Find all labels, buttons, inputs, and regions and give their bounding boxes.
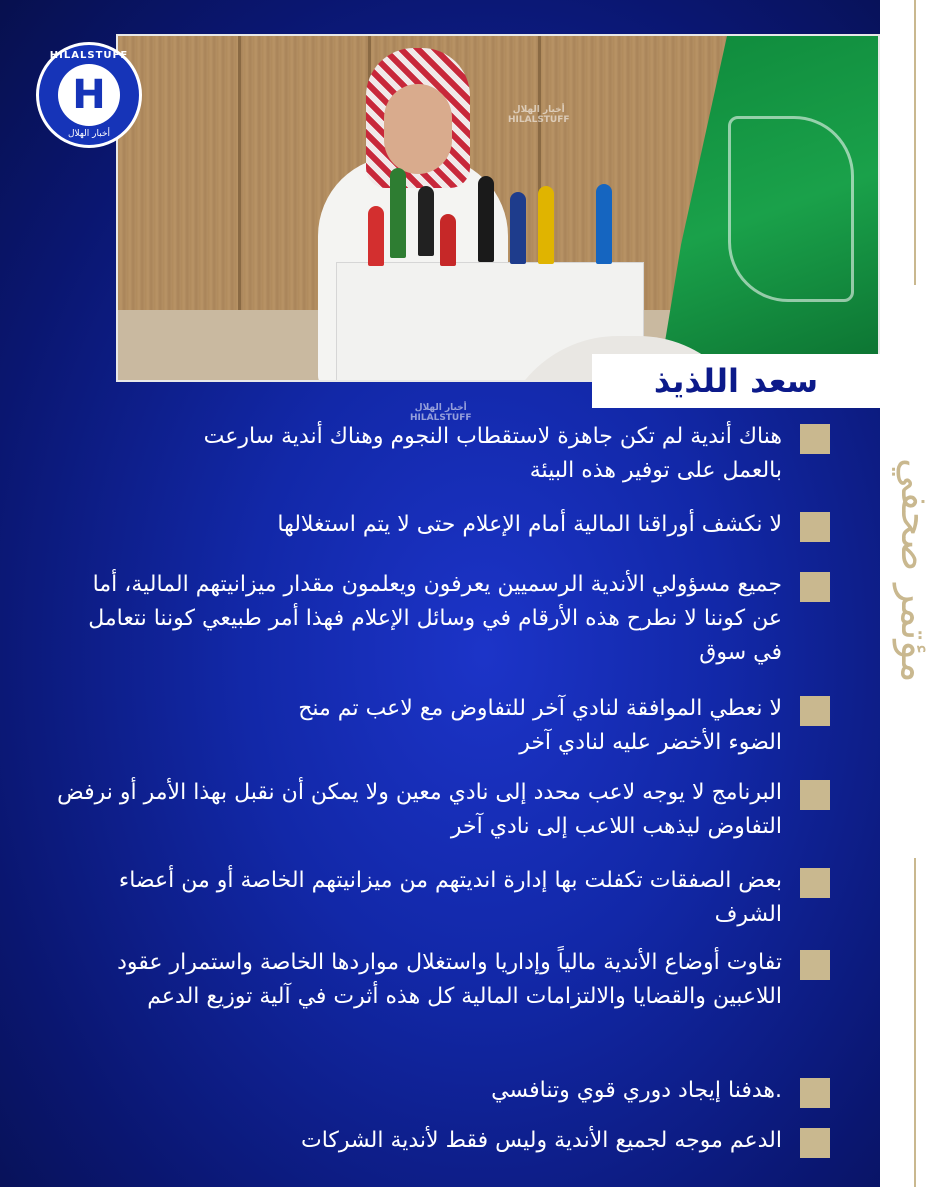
side-title-text: مؤتمر صحفي bbox=[892, 457, 938, 683]
logo-bottom-text: أخبار الهلال bbox=[67, 129, 111, 139]
statement-item bbox=[40, 946, 830, 1014]
statement-item bbox=[40, 420, 830, 488]
press-conference-photo bbox=[116, 34, 880, 382]
statement-item bbox=[40, 1074, 830, 1108]
logo-inner-circle bbox=[58, 64, 120, 126]
statement-item bbox=[40, 864, 830, 932]
square-bullet bbox=[800, 424, 830, 454]
logo-top-text: HILALSTUFF bbox=[49, 50, 129, 61]
logo-mark: H bbox=[72, 72, 106, 118]
statement-text: تفاوت أوضاع الأندية مالياً وإداريا واستغلال مواردها الخاصة واستمرار عقود اللاعبين والقضايا والالتزامات المالية كل هذه أثرت في آلية توزيع الدعم bbox=[117, 950, 782, 1009]
microphone bbox=[596, 184, 612, 264]
statement-text: البرنامج لا يوجه لاعب محدد إلى نادي معين ولا يمكن أن نقبل بهذا الأمر أو نرفض التفاوض ليذهب اللاعب إلى نادي آخر bbox=[57, 780, 782, 839]
watermark: أخبار الهلال HILALSTUFF bbox=[508, 105, 570, 125]
microphone bbox=[478, 176, 494, 262]
microphone bbox=[390, 168, 406, 258]
side-divider-line bbox=[914, 0, 916, 285]
statement-text: بعض الصفقات تكفلت بها إدارة انديتهم من ميزانيتهم الخاصة أو من أعضاء الشرف bbox=[118, 868, 782, 927]
square-bullet bbox=[800, 950, 830, 980]
statement-text: لا نكشف أوراقنا المالية أمام الإعلام حتى لا يتم استغلالها bbox=[277, 512, 782, 537]
statement-text: .هدفنا إيجاد دوري قوي وتنافسي bbox=[491, 1078, 782, 1103]
square-bullet bbox=[800, 1078, 830, 1108]
side-divider-line bbox=[914, 858, 916, 1187]
statement-text: الدعم موجه لجميع الأندية وليس فقط لأندية الشركات bbox=[301, 1128, 782, 1153]
statement-text: هناك أندية لم تكن جاهزة لاستقطاب النجوم وهناك أندية سارعت بالعمل على توفير هذه البيئة bbox=[203, 424, 782, 483]
microphone bbox=[368, 206, 384, 266]
watermark: أخبار الهلال HILALSTUFF bbox=[410, 403, 472, 423]
statement-text: لا نعطي الموافقة لنادي آخر للتفاوض مع لاعب تم منح الضوء الأخضر عليه لنادي آخر bbox=[298, 696, 782, 755]
speaker-name-tag bbox=[592, 354, 880, 408]
hilalstuff-logo bbox=[36, 42, 142, 148]
microphone bbox=[538, 186, 554, 264]
statement-text: جميع مسؤولي الأندية الرسميين يعرفون ويعلمون مقدار ميزانيتهم المالية، أما عن كوننا لا نطرح هذه الأرقام في وسائل الإعلام فهذا أمر طبيعي كوننا نتعامل في سوق bbox=[88, 572, 782, 665]
square-bullet bbox=[800, 512, 830, 542]
statement-item bbox=[40, 568, 830, 670]
statement-item bbox=[40, 692, 830, 760]
speaker-name: سعد اللذيذ bbox=[653, 362, 819, 400]
statement-item bbox=[40, 1124, 830, 1158]
flag-emblem bbox=[728, 116, 854, 302]
microphone bbox=[510, 192, 526, 264]
square-bullet bbox=[800, 1128, 830, 1158]
speaker-face bbox=[384, 84, 452, 174]
side-title bbox=[890, 290, 940, 850]
square-bullet bbox=[800, 780, 830, 810]
microphone bbox=[418, 186, 434, 256]
microphone bbox=[440, 214, 456, 266]
statement-item bbox=[40, 508, 830, 542]
statement-item bbox=[40, 776, 830, 844]
square-bullet bbox=[800, 696, 830, 726]
square-bullet bbox=[800, 572, 830, 602]
square-bullet bbox=[800, 868, 830, 898]
